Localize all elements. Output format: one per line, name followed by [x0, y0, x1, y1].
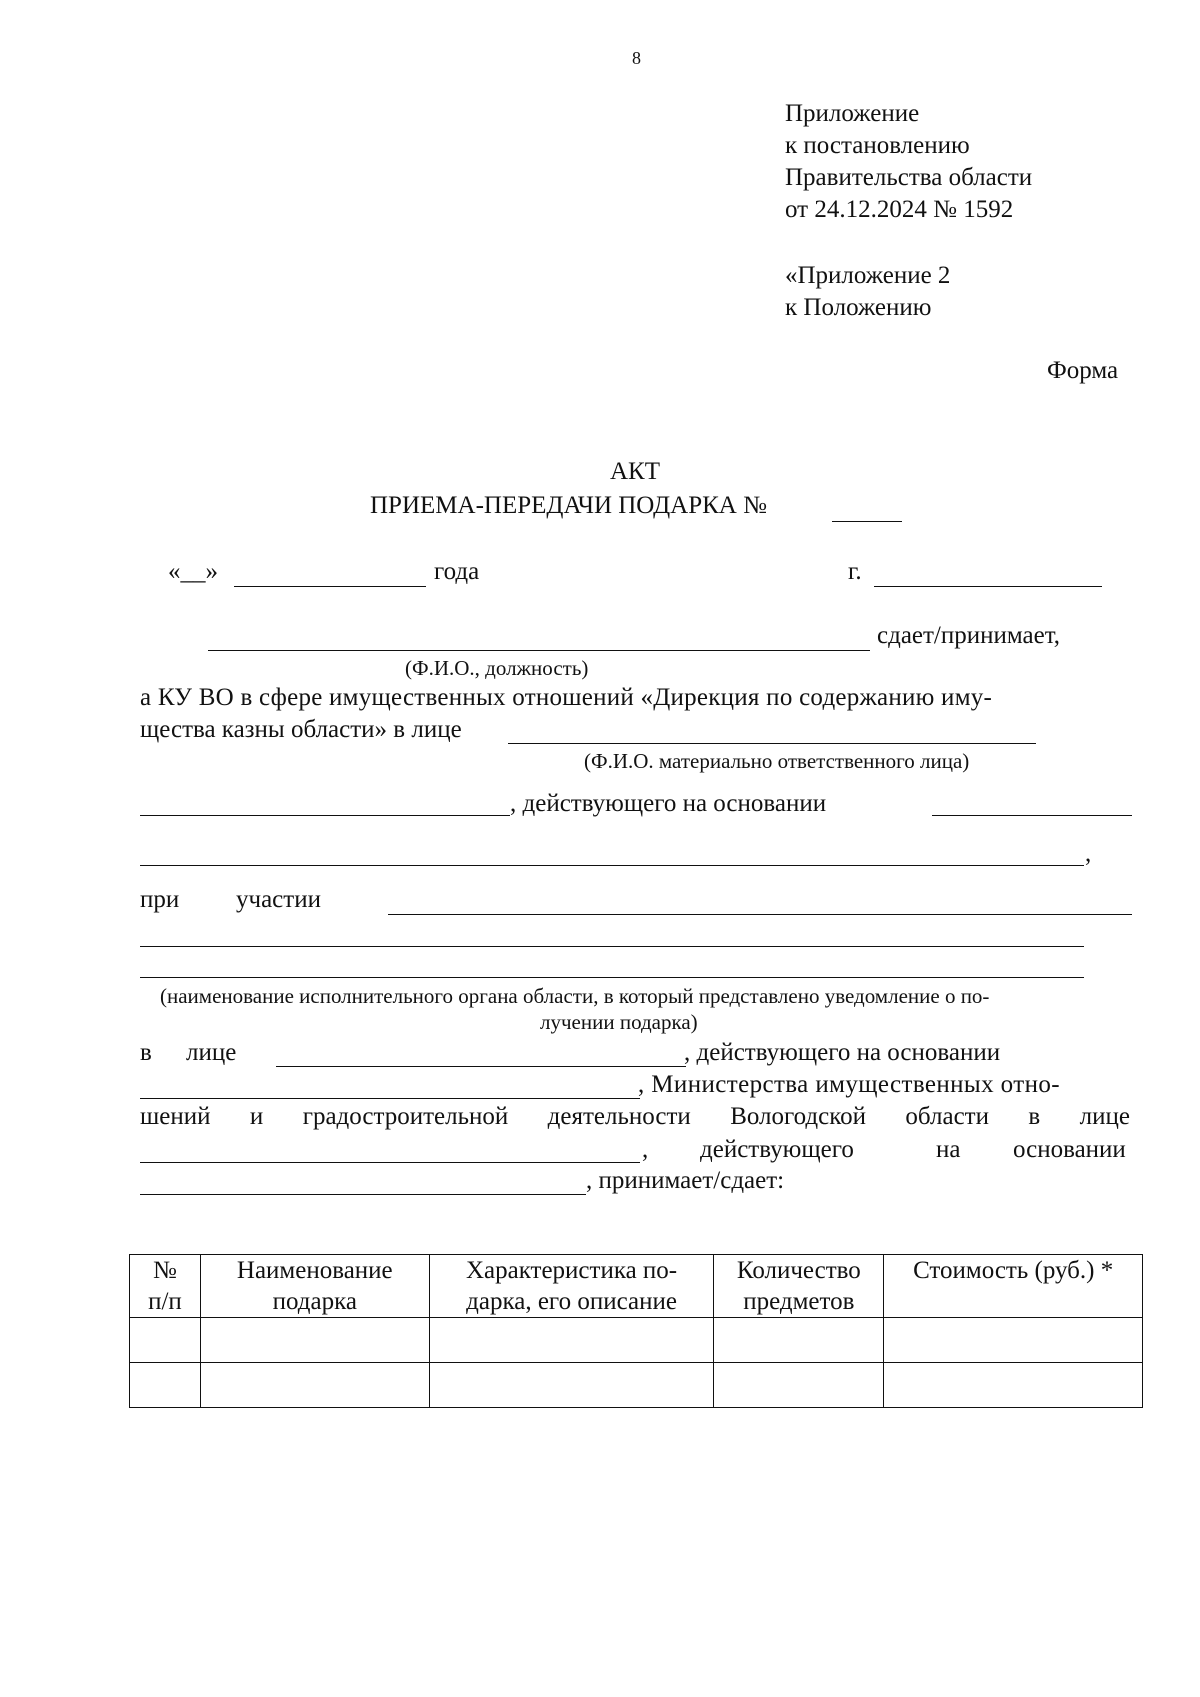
header-gift-name: Наименование подарка	[200, 1255, 429, 1318]
basis-blank-1[interactable]	[932, 815, 1132, 816]
table-cell[interactable]	[884, 1363, 1143, 1408]
para1-line1: а КУ ВО в сфере имущественных отношений «Дирекция по содержанию иму-	[140, 684, 993, 711]
table-row	[130, 1318, 1143, 1363]
date-quote: «__»	[168, 558, 218, 585]
in-word: в	[140, 1039, 152, 1066]
act-subtitle-text: ПРИЕМА-ПЕРЕДАЧИ ПОДАРКА №	[370, 492, 767, 519]
city-prefix: г.	[848, 558, 862, 585]
table-row	[130, 1363, 1143, 1408]
fio-caption: (Ф.И.О., должность)	[405, 656, 589, 680]
ministry-word: деятельности	[547, 1103, 691, 1130]
form-label: Форма	[1047, 357, 1119, 384]
table-cell[interactable]	[429, 1363, 714, 1408]
with-word: при	[140, 886, 180, 913]
appendix-sub-header	[785, 260, 950, 324]
table-cell[interactable]	[714, 1318, 884, 1363]
ministry-person-blank[interactable]	[140, 1162, 640, 1163]
page-number: 8	[632, 48, 641, 68]
basis-comma: ,	[1085, 840, 1092, 867]
acting-word-3: действующего	[700, 1136, 854, 1163]
header-number: № п/п	[130, 1255, 201, 1318]
acting-comma-3: ,	[642, 1136, 649, 1163]
mol-caption: (Ф.И.О. материально ответственного лица)	[584, 749, 970, 773]
fio-blank[interactable]	[208, 650, 870, 651]
organ-blank-3[interactable]	[140, 977, 1084, 978]
year-word: года	[434, 558, 480, 585]
city-blank[interactable]	[874, 586, 1102, 587]
appendix-line: Приложение	[785, 100, 920, 127]
para1-line2: щества казны области» в лице	[140, 716, 462, 743]
ministry-word: градостроительной	[302, 1103, 509, 1130]
header-quantity: Количество предметов	[714, 1255, 884, 1318]
header-description: Характеристика по- дарка, его описание	[429, 1255, 714, 1318]
ministry-word: Вологодской	[730, 1103, 866, 1130]
appendix-header	[785, 98, 1032, 226]
header-cost: Стоимость (руб.) *	[884, 1255, 1143, 1318]
appendix-line: от 24.12.2024 № 1592	[785, 196, 1014, 223]
basis-blank-2[interactable]	[140, 865, 1084, 866]
table-cell[interactable]	[429, 1318, 714, 1363]
table-cell[interactable]	[200, 1363, 429, 1408]
organ-blank-2[interactable]	[140, 946, 1084, 947]
table-cell[interactable]	[130, 1318, 201, 1363]
mol-blank[interactable]	[508, 743, 1036, 744]
table-cell[interactable]	[130, 1363, 201, 1408]
hands-over-text: сдает/принимает,	[877, 622, 1061, 649]
on-word-3: на	[936, 1136, 961, 1163]
ministry-basis-blank[interactable]	[140, 1194, 586, 1195]
act-subtitle	[370, 492, 767, 520]
appendix-sub-line: к Положению	[785, 294, 932, 321]
appendix-line: к постановлению	[785, 132, 970, 159]
table-cell[interactable]	[714, 1363, 884, 1408]
appendix-sub-line: «Приложение 2	[785, 262, 951, 289]
table-cell[interactable]	[200, 1318, 429, 1363]
act-title: АКТ	[610, 458, 660, 485]
organ-caption-2: лучении подарка)	[540, 1010, 698, 1034]
accepts-text: , принимает/сдает:	[586, 1167, 785, 1194]
organ-blank-1[interactable]	[388, 914, 1132, 915]
organ-basis-blank[interactable]	[140, 1098, 640, 1099]
person-word: лице	[186, 1039, 237, 1066]
gifts-table	[129, 1254, 1143, 1408]
date-month-blank[interactable]	[234, 586, 426, 587]
basis-word-3: основании	[1013, 1136, 1126, 1163]
acting-on-text-2: , действующего на основании	[684, 1039, 1001, 1066]
act-number-blank[interactable]	[832, 521, 902, 522]
organ-caption-1: (наименование исполнительного органа области, в который представлено уведомление о по-	[160, 984, 990, 1008]
appendix-line: Правительства области	[785, 164, 1033, 191]
participation-word: участии	[236, 886, 321, 913]
table-header-row	[130, 1255, 1143, 1318]
organ-person-blank[interactable]	[276, 1066, 686, 1067]
ministry-word: шений	[140, 1103, 211, 1130]
ministry-line	[140, 1103, 1130, 1131]
ministry-word: в	[1028, 1103, 1041, 1130]
ministry-word: и	[249, 1103, 264, 1130]
mol-name-blank[interactable]	[140, 815, 510, 816]
table-cell[interactable]	[884, 1318, 1143, 1363]
acting-on-text: , действующего на основании	[510, 790, 827, 817]
ministry-word: области	[905, 1103, 989, 1130]
ministry-part: , Министерства имущественных отно-	[638, 1071, 1060, 1098]
ministry-word: лице	[1079, 1103, 1130, 1130]
